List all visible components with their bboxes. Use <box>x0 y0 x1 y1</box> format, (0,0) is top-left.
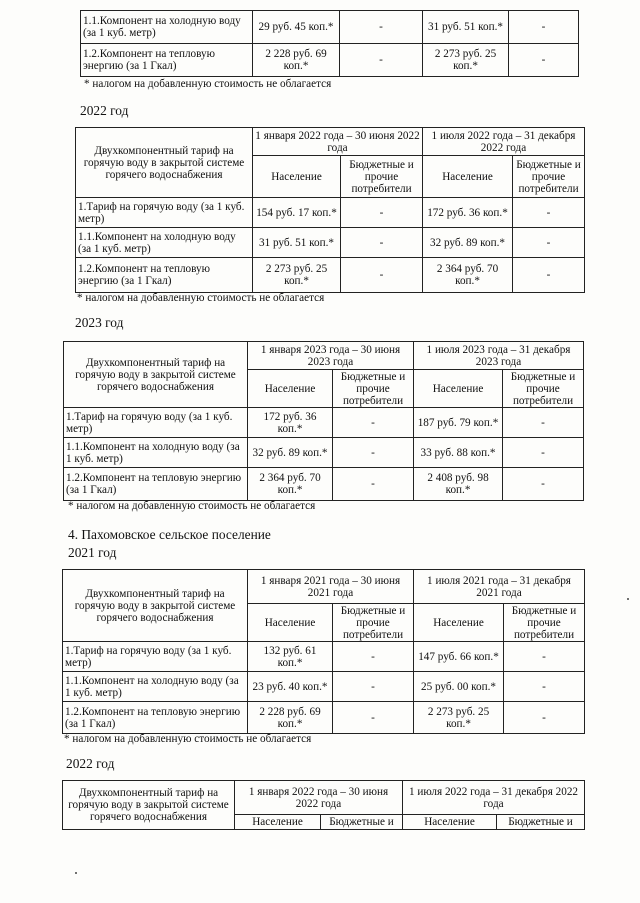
table-row <box>76 258 585 293</box>
price-cell: 147 руб. 66 коп.* <box>414 642 504 672</box>
col-budget: Бюджетные и прочие потребители <box>503 370 584 408</box>
period-header: 1 июля 2022 года – 31 декабря 2022 года <box>403 781 585 815</box>
price-cell: 2 228 руб. 69 коп.* <box>253 44 340 77</box>
row-label: 1.1.Компонент на холодную воду (за 1 куб. метр) <box>64 438 248 468</box>
row-label: 1.1.Компонент на холодную воду (за 1 куб. метр) <box>76 228 253 258</box>
period-header: 1 января 2022 года – 30 июня 2022 года <box>253 128 423 156</box>
price-cell: 154 руб. 17 коп.* <box>253 198 341 228</box>
vat-note: * налогом на добавленную стоимость не облагается <box>84 78 332 90</box>
dash-cell: - <box>340 44 423 77</box>
table-row <box>64 408 584 438</box>
period-header: 1 января 2023 года – 30 июня 2023 года <box>248 342 414 370</box>
dash-cell: - <box>333 438 414 468</box>
row-label: 1.Тариф на горячую воду (за 1 куб. метр) <box>76 198 253 228</box>
dash-cell: - <box>504 672 585 702</box>
dash-cell: - <box>341 198 423 228</box>
dash-cell: - <box>333 702 414 734</box>
col-budget: Бюджетные и прочие потребители <box>504 604 585 642</box>
dash-cell: - <box>333 408 414 438</box>
price-cell: 25 руб. 00 коп.* <box>414 672 504 702</box>
price-cell: 2 273 руб. 25 коп.* <box>414 702 504 734</box>
dash-cell: - <box>503 438 584 468</box>
scan-speck <box>627 598 629 600</box>
row-label: 1.2.Компонент на тепловую энергию (за 1 Гкал) <box>76 258 253 293</box>
header-cell: Двухкомпонентный тариф на горячую воду в закрытой системе горячего водоснабжения <box>64 342 248 408</box>
dash-cell: - <box>503 408 584 438</box>
col-budget: Бюджетные и <box>497 815 585 830</box>
dash-cell: - <box>341 258 423 293</box>
scan-speck <box>75 872 77 874</box>
dash-cell: - <box>513 258 585 293</box>
header-cell: Двухкомпонентный тариф на горячую воду в закрытой системе горячего водоснабжения <box>76 128 253 198</box>
price-cell: 132 руб. 61 коп.* <box>248 642 333 672</box>
row-label: 1.1.Компонент на холодную воду (за 1 куб. метр) <box>63 672 248 702</box>
table-row <box>81 11 579 44</box>
year-heading: 2022 год <box>80 103 129 118</box>
table-row <box>63 672 585 702</box>
col-population: Население <box>403 815 497 830</box>
vat-note: * налогом на добавленную стоимость не облагается <box>64 733 312 745</box>
price-cell: 187 руб. 79 коп.* <box>414 408 503 438</box>
price-cell: 2 364 руб. 70 коп.* <box>248 468 333 501</box>
dash-cell: - <box>504 702 585 734</box>
price-cell: 23 руб. 40 коп.* <box>248 672 333 702</box>
dash-cell: - <box>513 198 585 228</box>
table-row <box>76 198 585 228</box>
dash-cell: - <box>513 228 585 258</box>
col-budget: Бюджетные и прочие потребители <box>513 156 585 198</box>
table-row <box>64 438 584 468</box>
dash-cell: - <box>509 11 579 44</box>
col-budget: Бюджетные и прочие потребители <box>333 604 414 642</box>
table-row <box>81 44 579 77</box>
tariff-table-2023 <box>63 341 584 501</box>
price-cell: 2 273 руб. 25 коп.* <box>253 258 341 293</box>
col-population: Население <box>248 604 333 642</box>
price-cell: 2 273 руб. 25 коп.* <box>423 44 509 77</box>
dash-cell: - <box>340 11 423 44</box>
col-population: Население <box>235 815 321 830</box>
price-cell: 33 руб. 88 коп.* <box>414 438 503 468</box>
period-header: 1 июля 2023 года – 31 декабря 2023 года <box>414 342 584 370</box>
price-cell: 172 руб. 36 коп.* <box>423 198 513 228</box>
col-population: Население <box>414 604 504 642</box>
dash-cell: - <box>509 44 579 77</box>
price-cell: 31 руб. 51 коп.* <box>253 228 341 258</box>
price-cell: 2 408 руб. 98 коп.* <box>414 468 503 501</box>
price-cell: 2 228 руб. 69 коп.* <box>248 702 333 734</box>
period-header: 1 июля 2022 года – 31 декабря 2022 года <box>423 128 585 156</box>
dash-cell: - <box>333 468 414 501</box>
dash-cell: - <box>333 672 414 702</box>
col-budget: Бюджетные и прочие потребители <box>341 156 423 198</box>
row-label: 1.2.Компонент на тепловую энергию (за 1 Гкал) <box>81 44 253 77</box>
table-row <box>64 468 584 501</box>
price-cell: 29 руб. 45 коп.* <box>253 11 340 44</box>
col-population: Население <box>423 156 513 198</box>
table-row <box>76 228 585 258</box>
tariff-table-2022-partial <box>62 780 585 830</box>
col-population: Население <box>414 370 503 408</box>
row-label: 1.2.Компонент на тепловую энергию (за 1 Гкал) <box>63 702 248 734</box>
table-row <box>63 702 585 734</box>
dash-cell: - <box>504 642 585 672</box>
vat-note: * налогом на добавленную стоимость не облагается <box>77 292 325 304</box>
period-header: 1 июля 2021 года – 31 декабря 2021 года <box>414 570 585 604</box>
year-heading: 2023 год <box>75 315 124 330</box>
row-label: 1.Тариф на горячую воду (за 1 куб. метр) <box>63 642 248 672</box>
header-cell: Двухкомпонентный тариф на горячую воду в закрытой системе горячего водоснабжения <box>63 570 248 642</box>
col-budget: Бюджетные и <box>321 815 403 830</box>
tariff-table-2021 <box>62 569 585 734</box>
price-cell: 32 руб. 89 коп.* <box>248 438 333 468</box>
col-population: Население <box>253 156 341 198</box>
price-cell: 32 руб. 89 коп.* <box>423 228 513 258</box>
row-label: 1.Тариф на горячую воду (за 1 куб. метр) <box>64 408 248 438</box>
price-cell: 172 руб. 36 коп.* <box>248 408 333 438</box>
row-label: 1.2.Компонент на тепловую энергию (за 1 Гкал) <box>64 468 248 501</box>
dash-cell: - <box>333 642 414 672</box>
section-heading: 4. Пахомовское сельское поселение <box>68 527 271 542</box>
year-heading: 2021 год <box>68 545 117 560</box>
dash-cell: - <box>503 468 584 501</box>
period-header: 1 января 2022 года – 30 июня 2022 года <box>235 781 403 815</box>
table-top-fragment <box>80 10 579 77</box>
vat-note: * налогом на добавленную стоимость не облагается <box>68 500 316 512</box>
col-budget: Бюджетные и прочие потребители <box>333 370 414 408</box>
tariff-table-2022 <box>75 127 585 293</box>
header-cell: Двухкомпонентный тариф на горячую воду в закрытой системе горячего водоснабжения <box>63 781 235 830</box>
row-label: 1.1.Компонент на холодную воду (за 1 куб. метр) <box>81 11 253 44</box>
price-cell: 31 руб. 51 коп.* <box>423 11 509 44</box>
price-cell: 2 364 руб. 70 коп.* <box>423 258 513 293</box>
dash-cell: - <box>341 228 423 258</box>
table-row <box>63 642 585 672</box>
year-heading: 2022 год <box>66 756 115 771</box>
col-population: Население <box>248 370 333 408</box>
period-header: 1 января 2021 года – 30 июня 2021 года <box>248 570 414 604</box>
